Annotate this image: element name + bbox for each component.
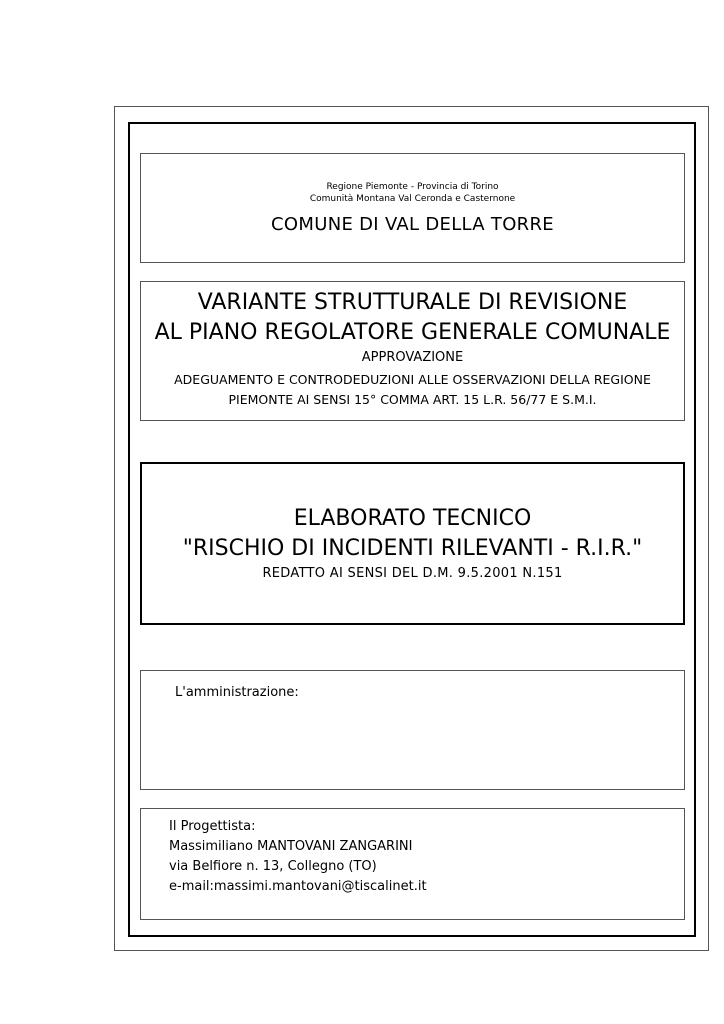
elaborato-box [140,462,685,625]
amministrazione-label: L'amministrazione: [175,685,299,700]
note-line2: PIEMONTE AI SENSI 15° COMMA ART. 15 L.R. 56/77 E S.M.I. [228,392,597,407]
variante-title-line2: AL PIANO REGOLATORE GENERALE COMUNALE [154,320,671,345]
elaborato-title: ELABORATO TECNICO [293,506,532,531]
region-line: Regione Piemonte - Provincia di Torino [326,182,499,192]
progettista-box [140,808,685,920]
header-box [140,153,685,263]
variante-box [140,281,685,421]
progettista-email: e-mail:massimi.mantovani@tiscalinet.it [169,879,427,894]
progettista-address: via Belfiore n. 13, Collegno (TO) [169,859,377,874]
amministrazione-box [140,670,685,790]
municipality-title: COMUNE DI VAL DELLA TORRE [271,214,554,235]
progettista-label: Il Progettista: [169,819,256,834]
elaborato-reference: REDATTO AI SENSI DEL D.M. 9.5.2001 N.151 [262,566,563,581]
elaborato-subject: "RISCHIO DI INCIDENTI RILEVANTI - R.I.R." [182,536,643,561]
progettista-name: Massimiliano MANTOVANI ZANGARINI [169,839,413,854]
variante-title-line1: VARIANTE STRUTTURALE DI REVISIONE [197,290,628,315]
phase-label: APPROVAZIONE [361,350,464,365]
note-line1: ADEGUAMENTO E CONTRODEDUZIONI ALLE OSSERVAZIONI DELLA REGIONE [174,372,651,387]
community-line: Comunità Montana Val Ceronda e Casternone [309,194,516,204]
